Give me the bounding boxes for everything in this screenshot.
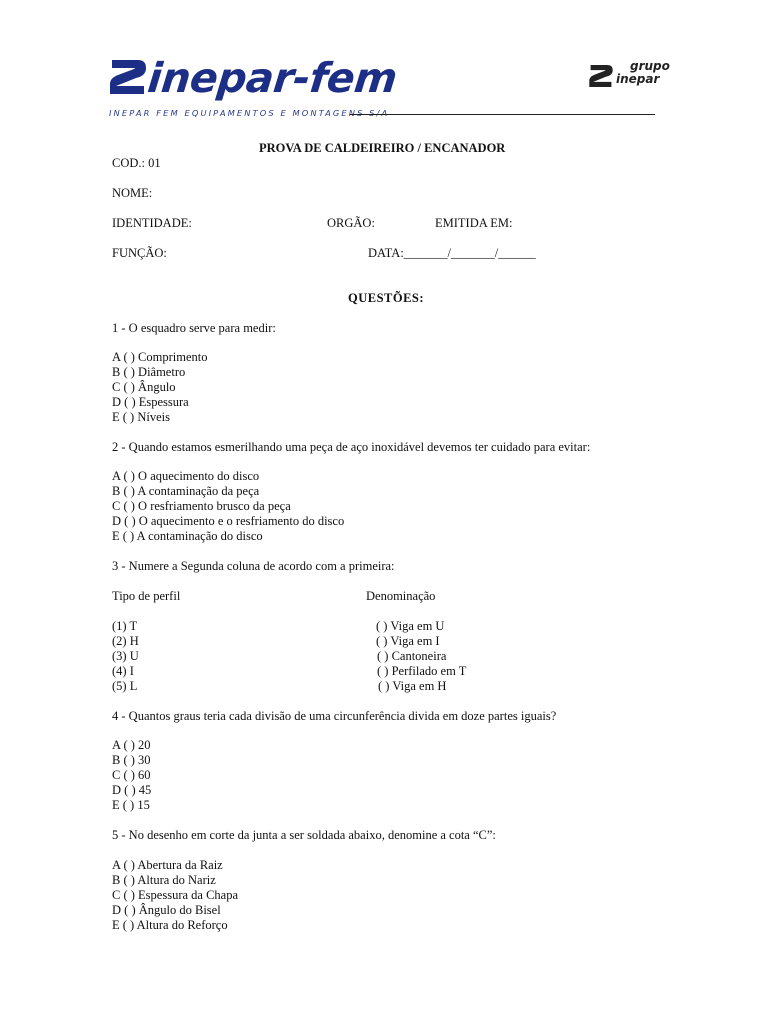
grupo-inepar-logo — [616, 60, 670, 86]
q5-option-e[interactable]: E ( ) Altura do Reforço — [112, 918, 228, 932]
q3-right-item[interactable]: ( ) Viga em I — [376, 634, 440, 648]
exam-title: PROVA DE CALDEIREIRO / ENCANADOR — [259, 141, 506, 155]
q2-option-c[interactable]: C ( ) O resfriamento brusco da peça — [112, 499, 291, 513]
q5-option-a[interactable]: A ( ) Abertura da Raiz — [112, 858, 223, 872]
q2-option-e[interactable]: E ( ) A contaminação do disco — [112, 529, 263, 543]
grupo-line: grupo — [630, 59, 670, 73]
cod-field: COD.: 01 — [112, 156, 161, 170]
q3-left-item: (5) L — [112, 679, 138, 693]
questions-heading: QUESTÕES: — [348, 291, 425, 305]
company-name: INEPAR FEM EQUIPAMENTOS E MONTAGENS S/A — [109, 108, 390, 118]
funcao-field: FUNÇÃO: — [112, 246, 167, 260]
orgao-field: ORGÃO: — [327, 216, 375, 230]
question-1-text: 1 - O esquadro serve para medir: — [112, 321, 276, 335]
question-4-text: 4 - Quantos graus teria cada divisão de uma circunferência divida em doze partes iguais? — [112, 709, 557, 723]
question-5-text: 5 - No desenho em corte da junta a ser soldada abaixo, denomine a cota “C”: — [112, 828, 496, 842]
q1-option-b[interactable]: B ( ) Diâmetro — [112, 365, 186, 379]
q1-option-c[interactable]: C ( ) Ângulo — [112, 380, 176, 394]
q4-option-a[interactable]: A ( ) 20 — [112, 738, 151, 752]
q3-left-header: Tipo de perfil — [112, 589, 181, 603]
q4-option-c[interactable]: C ( ) 60 — [112, 768, 151, 782]
identidade-field: IDENTIDADE: — [112, 216, 192, 230]
q5-option-c[interactable]: C ( ) Espessura da Chapa — [112, 888, 239, 902]
q3-right-item[interactable]: ( ) Perfilado em T — [377, 664, 467, 678]
q2-option-d[interactable]: D ( ) O aquecimento e o resfriamento do disco — [112, 514, 345, 528]
q4-option-e[interactable]: E ( ) 15 — [112, 798, 150, 812]
q4-option-d[interactable]: D ( ) 45 — [112, 783, 152, 797]
q3-left-item: (4) I — [112, 664, 134, 678]
q1-option-a[interactable]: A ( ) Comprimento — [112, 350, 208, 364]
q3-right-item[interactable]: ( ) Viga em U — [376, 619, 445, 633]
company-logo-text: inepar-fem — [145, 54, 400, 102]
q5-option-d[interactable]: D ( ) Ângulo do Bisel — [112, 903, 221, 917]
grupo-inepar-mark-icon — [588, 62, 614, 90]
q1-option-d[interactable]: D ( ) Espessura — [112, 395, 189, 409]
q2-option-b[interactable]: B ( ) A contaminação da peça — [112, 484, 260, 498]
question-3-text: 3 - Numere a Segunda coluna de acordo com a primeira: — [112, 559, 395, 573]
q3-left-item: (1) T — [112, 619, 138, 633]
inepar-line: inepar — [616, 72, 660, 86]
q5-option-b[interactable]: B ( ) Altura do Nariz — [112, 873, 216, 887]
q4-option-b[interactable]: B ( ) 30 — [112, 753, 151, 767]
inepar-logo-mark-icon — [108, 56, 148, 98]
q3-left-item: (3) U — [112, 649, 139, 663]
header-divider — [350, 114, 655, 115]
q1-option-e[interactable]: E ( ) Níveis — [112, 410, 170, 424]
data-field: DATA:_______/_______/______ — [368, 246, 536, 260]
q2-option-a[interactable]: A ( ) O aquecimento do disco — [112, 469, 260, 483]
q3-right-header: Denominação — [366, 589, 436, 603]
question-2-text: 2 - Quando estamos esmerilhando uma peça de aço inoxidável devemos ter cuidado para evitar: — [112, 440, 591, 454]
q3-right-item[interactable]: ( ) Viga em H — [378, 679, 447, 693]
nome-field: NOME: — [112, 186, 153, 200]
q3-left-item: (2) H — [112, 634, 139, 648]
emitida-field: EMITIDA EM: — [435, 216, 513, 230]
q3-right-item[interactable]: ( ) Cantoneira — [377, 649, 447, 663]
